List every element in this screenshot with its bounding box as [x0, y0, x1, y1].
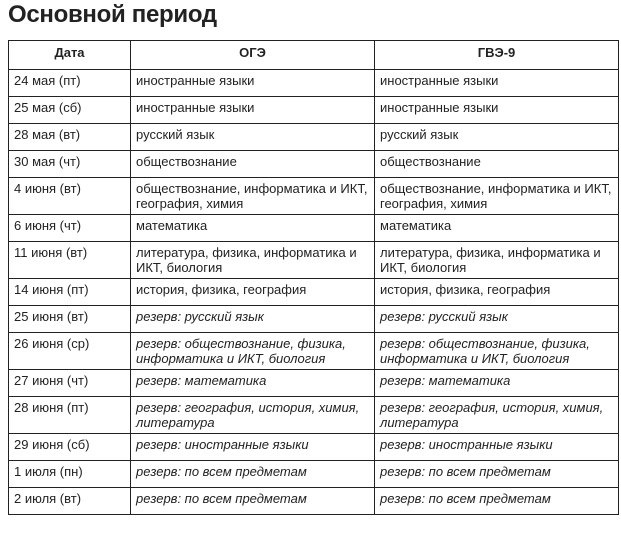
gve-cell: резерв: русский язык — [375, 306, 619, 333]
table-row — [9, 279, 619, 306]
gve-cell: обществознание — [375, 151, 619, 178]
date-cell: 14 июня (пт) — [9, 279, 131, 306]
oge-cell: русский язык — [131, 124, 375, 151]
date-cell: 26 июня (ср) — [9, 333, 131, 370]
gve-cell: история, физика, география — [375, 279, 619, 306]
table-row — [9, 397, 619, 434]
date-cell: 24 мая (пт) — [9, 70, 131, 97]
exam-schedule-table — [8, 40, 619, 515]
gve-cell: резерв: иностранные языки — [375, 434, 619, 461]
date-cell: 30 мая (чт) — [9, 151, 131, 178]
date-cell: 25 мая (сб) — [9, 97, 131, 124]
oge-cell: иностранные языки — [131, 70, 375, 97]
header-date: Дата — [9, 41, 131, 70]
oge-cell: резерв: обществознание, физика, информатика и ИКТ, биология — [131, 333, 375, 370]
oge-cell: иностранные языки — [131, 97, 375, 124]
gve-cell: резерв: обществознание, физика, информатика и ИКТ, биология — [375, 333, 619, 370]
oge-cell: литература, физика, информатика и ИКТ, биология — [131, 242, 375, 279]
date-cell: 1 июля (пн) — [9, 461, 131, 488]
table-row — [9, 306, 619, 333]
oge-cell: математика — [131, 215, 375, 242]
table-row — [9, 242, 619, 279]
gve-cell: обществознание, информатика и ИКТ, география, химия — [375, 178, 619, 215]
header-oge: ОГЭ — [131, 41, 375, 70]
gve-cell: иностранные языки — [375, 97, 619, 124]
page-title: Основной период — [8, 1, 217, 28]
table-row — [9, 151, 619, 178]
oge-cell: резерв: по всем предметам — [131, 461, 375, 488]
gve-cell: резерв: по всем предметам — [375, 488, 619, 515]
gve-cell: резерв: география, история, химия, литература — [375, 397, 619, 434]
gve-cell: иностранные языки — [375, 70, 619, 97]
oge-cell: резерв: иностранные языки — [131, 434, 375, 461]
gve-cell: резерв: математика — [375, 370, 619, 397]
table-row — [9, 333, 619, 370]
gve-cell: литература, физика, информатика и ИКТ, биология — [375, 242, 619, 279]
date-cell: 6 июня (чт) — [9, 215, 131, 242]
table-row — [9, 178, 619, 215]
gve-cell: резерв: по всем предметам — [375, 461, 619, 488]
oge-cell: обществознание, информатика и ИКТ, география, химия — [131, 178, 375, 215]
oge-cell: резерв: математика — [131, 370, 375, 397]
date-cell: 2 июля (вт) — [9, 488, 131, 515]
table-row — [9, 434, 619, 461]
date-cell: 27 июня (чт) — [9, 370, 131, 397]
table-row — [9, 370, 619, 397]
table-row — [9, 215, 619, 242]
date-cell: 4 июня (вт) — [9, 178, 131, 215]
date-cell: 28 мая (вт) — [9, 124, 131, 151]
gve-cell: математика — [375, 215, 619, 242]
table-row — [9, 70, 619, 97]
table-row — [9, 461, 619, 488]
date-cell: 25 июня (вт) — [9, 306, 131, 333]
oge-cell: обществознание — [131, 151, 375, 178]
header-gve: ГВЭ-9 — [375, 41, 619, 70]
oge-cell: резерв: по всем предметам — [131, 488, 375, 515]
date-cell: 11 июня (вт) — [9, 242, 131, 279]
date-cell: 29 июня (сб) — [9, 434, 131, 461]
table-body — [9, 70, 619, 515]
gve-cell: русский язык — [375, 124, 619, 151]
date-cell: 28 июня (пт) — [9, 397, 131, 434]
oge-cell: резерв: география, история, химия, литература — [131, 397, 375, 434]
table-row — [9, 124, 619, 151]
oge-cell: история, физика, география — [131, 279, 375, 306]
oge-cell: резерв: русский язык — [131, 306, 375, 333]
table-row — [9, 488, 619, 515]
table-row — [9, 97, 619, 124]
table-header-row — [9, 41, 619, 70]
